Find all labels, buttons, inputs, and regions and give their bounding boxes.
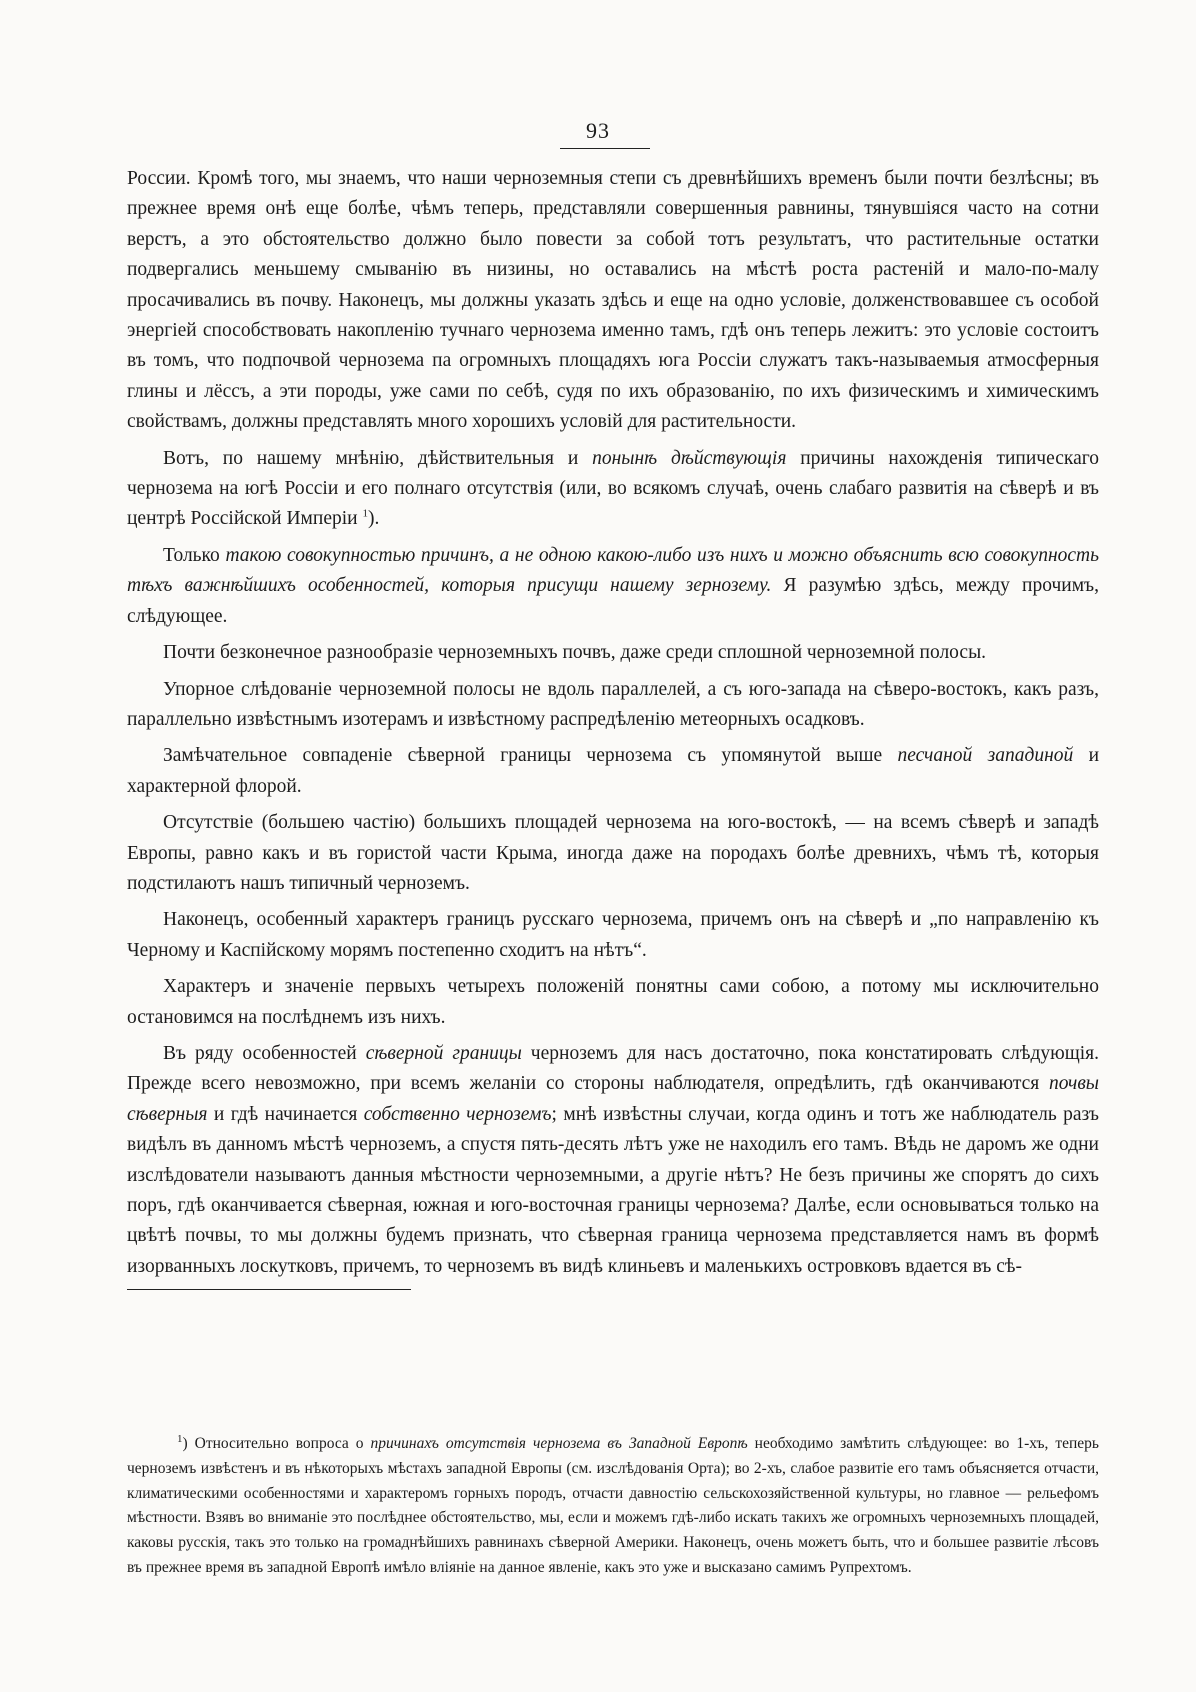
text-run: ) Относительно вопроса о xyxy=(182,1435,371,1452)
text-run: Только xyxy=(163,544,226,566)
italic-emphasis: песчаной западиной xyxy=(897,745,1074,767)
italic-emphasis: такою совокупностью причинъ, а не одною какою-либо изъ нихъ и можно объяснить всю совокупность тѣхъ важнѣйшихъ особенностей, которыя присущи нашему зернозему. xyxy=(127,544,1099,597)
text-run: ; мнѣ извѣстны случаи, когда одинъ и тотъ же наблюдатель разъ видѣлъ въ данномъ мѣстѣ черноземъ, а спустя пять-десять лѣтъ уже не находилъ его тамъ. Вѣдь не даромъ же одни изслѣдователи называютъ данныя мѣстности черноземными, а другіе нѣтъ? Не безъ причины же спорятъ до сихъ поръ, гдѣ оканчивается сѣверная, южная и юго-восточная границы чернозема? Далѣе, если основываться только на цвѣтѣ почвы, то мы должны будемъ признать, что сѣверная граница чернозема представляется намъ въ формѣ изорванныхъ лоскутковъ, причемъ, то черноземъ въ видѣ клиньевъ и маленькихъ островковъ вдается въ сѣ- xyxy=(127,1103,1099,1277)
italic-emphasis: почвы сѣверныя xyxy=(127,1073,1099,1125)
paragraph xyxy=(127,541,1099,632)
text-run: необходимо замѣтить слѣдующее: во 1-хъ, теперь черноземъ извѣстенъ и въ нѣкоторыхъ мѣстахъ западной Европы (см. изслѣдованія Орта); во 2-хъ, слабое развитіе его тамъ объясняется отчасти, климатическими особенностями и характеромъ горныхъ породъ, отчасти давностію сельскохозяйственной культуры, но главное — рельефомъ мѣстности. Взявъ во вниманіе это послѣднее обстоятельство, мы, если и можемъ гдѣ-либо искать такихъ же огромныхъ черноземныхъ площадей, каковы русскія, такъ это только на громаднѣйшихъ равнинахъ сѣверной Америки. Наконецъ, очень можетъ быть, что и большее развитіе лѣсовъ въ прежнее время въ западной Европѣ имѣло вліяніе на данное явленіе, какъ это уже и высказано самимъ Рупрехтомъ. xyxy=(127,1435,1099,1576)
footnote-marker: 1 xyxy=(177,1432,183,1445)
italic-emphasis: причинахъ отсутствія чернозема въ Западной Европѣ xyxy=(370,1435,748,1452)
paragraph xyxy=(127,675,1099,736)
italic-emphasis: собственно черноземъ xyxy=(363,1103,552,1125)
italic-emphasis: понынѣ дѣйствующія xyxy=(592,447,787,469)
main-text xyxy=(127,164,1099,1288)
text-run: черноземъ для насъ достаточно, пока констатировать слѣдующія. Прежде всего невозможно, при всемъ желаніи со стороны наблюдателя, опредѣлить, гдѣ оканчиваются xyxy=(127,1042,1099,1095)
text-run: Упорное слѣдованіе черноземной полосы не вдоль параллелей, а съ юго-запада на сѣверо-востокъ, какъ разъ, параллельно извѣстнымъ изотерамъ и извѣстному распредѣленію метеорныхъ осадковъ. xyxy=(127,678,1099,730)
text-run: России. Кромѣ того, мы знаемъ, что наши черноземныя степи съ древнѣйшихъ временъ были почти безлѣсны; въ прежнее время онѣ еще болѣе, чѣмъ теперь, представляли совершенныя равнины, тянувшіяся часто на сотни верстъ, а это обстоятельство должно было повести за собой тотъ результатъ, что растительные остатки подвергались меньшему смыванію въ низины, но оставались на мѣстѣ роста растеній и мало-по-малу просачивались въ почву. Наконецъ, мы должны указать здѣсь и еще на одно условіе, долженствовавшее съ особой энергіей способствовать накопленію тучнаго чернозема именно тамъ, гдѣ онъ теперь лежитъ: это условіе состоитъ въ томъ, что подпочвой чернозема па огромныхъ площадяхъ юга Россіи служатъ такъ-называемыя атмосферныя глины и лёссъ, а эти породы, уже сами по себѣ, судя по ихъ образованію, по ихъ физическимъ и химическимъ свойствамъ, должны представлять много хорошихъ условій для растительности. xyxy=(127,168,1099,433)
text-run: Вотъ, по нашему мнѣнію, дѣйствительныя и xyxy=(163,447,593,469)
text-run: Я разумѣю здѣсь, между прочимъ, слѣдующее. xyxy=(127,575,1099,627)
paragraph xyxy=(127,972,1099,1033)
footnote-text xyxy=(127,1432,1099,1581)
italic-emphasis: сѣверной границы xyxy=(365,1042,522,1064)
paragraph xyxy=(127,905,1099,966)
footnote xyxy=(127,1432,1099,1581)
text-run: и гдѣ начинается xyxy=(207,1103,364,1125)
text-run: Характеръ и значеніе первыхъ четырехъ положеній понятны сами собою, а потому мы исключительно остановимся на послѣднемъ изъ нихъ. xyxy=(127,976,1099,1028)
page-number-rule xyxy=(560,148,650,149)
text-run: Отсутствіе (большею частію) большихъ площадей чернозема на юго-востокѣ, — на всемъ сѣверѣ и западѣ Европы, равно какъ и въ гористой части Крыма, иногда даже на породахъ болѣе древнихъ, чѣмъ тѣ, которыя подстилаютъ нашъ типичный черноземъ. xyxy=(127,812,1099,894)
paragraph xyxy=(127,638,1099,668)
page-number: 93 xyxy=(586,118,610,143)
text-run: Почти безконечное разнообразіе черноземныхъ почвъ, даже среди сплошной черноземной полосы. xyxy=(163,642,987,664)
text-run: Наконецъ, особенный характеръ границъ русскаго чернозема, причемъ онъ на сѣверѣ и „по направленію къ Черному и Каспійскому морямъ постепенно сходитъ на нѣтъ“. xyxy=(127,909,1099,961)
paragraph xyxy=(127,1039,1099,1282)
paragraph xyxy=(127,444,1099,535)
text-run: и характерной флорой. xyxy=(127,745,1099,797)
text-run: причины нахожденія типическаго чернозема на югѣ Россіи и его полнаго отсутствія (или, во всякомъ случаѣ, очень слабаго развитія на сѣверѣ и въ центрѣ Россійской Имперіи xyxy=(127,447,1099,530)
text-run: ). xyxy=(367,508,380,530)
paragraph xyxy=(127,808,1099,899)
text-run: Въ ряду особенностей xyxy=(163,1042,366,1064)
footnote-marker: 1 xyxy=(362,507,368,520)
paragraph xyxy=(127,164,1099,438)
text-run: Замѣчательное совпаденіе сѣверной границы чернозема съ упомянутой выше xyxy=(163,745,898,767)
footnote-separator xyxy=(127,1289,411,1290)
paragraph xyxy=(127,741,1099,802)
